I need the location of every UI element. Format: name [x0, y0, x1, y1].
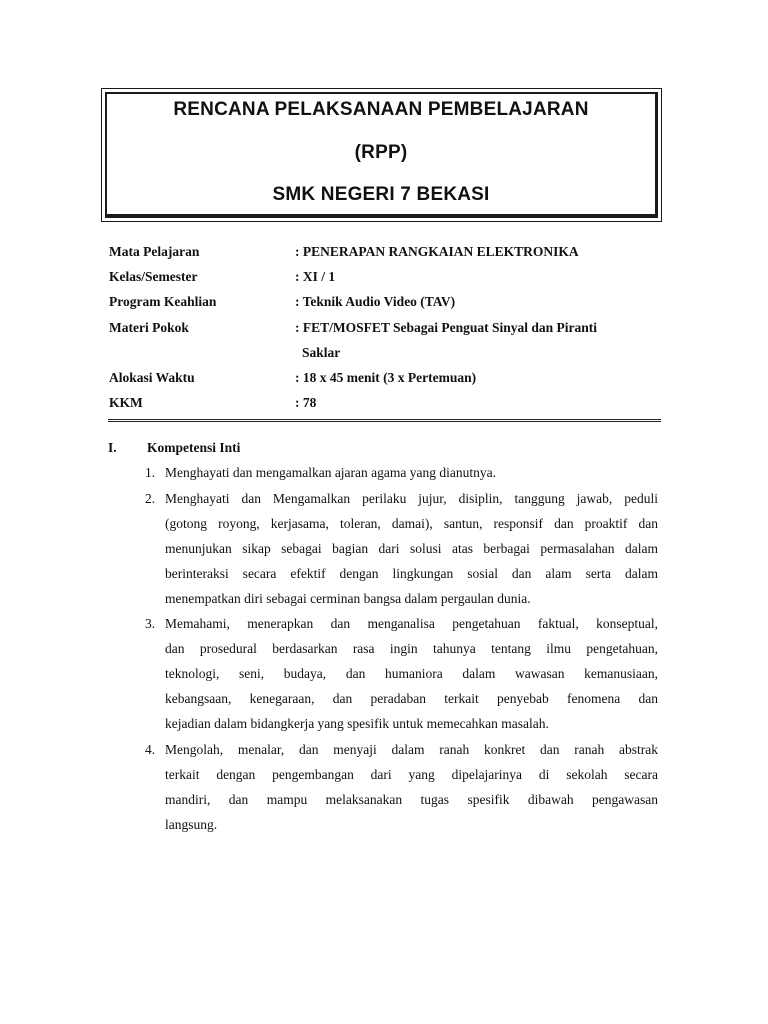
info-row-kelas-semester — [109, 269, 669, 291]
info-label: Materi Pokok — [109, 320, 189, 335]
info-value: : 18 x 45 menit (3 x Pertemuan) — [295, 370, 477, 385]
list-item-line: Menghayati dan Mengamalkan perilaku jujur, disiplin, tanggung jawab, peduli — [165, 491, 658, 506]
list-item-line: terkait dengan pengembangan dari yang dipelajarinya di sekolah secara — [165, 767, 658, 782]
info-label: KKM — [109, 395, 143, 410]
list-item-line: Memahami, menerapkan dan menganalisa pengetahuan faktual, konseptual, — [165, 616, 658, 631]
info-label: Program Keahlian — [109, 294, 217, 309]
info-value: : 78 — [295, 395, 317, 410]
list-item-number: 3. — [145, 616, 156, 631]
info-value-continuation: Saklar — [302, 345, 341, 360]
list-item-line: menunjukan sikap sebagai bagian dari solusi atas berbagai permasalahan dalam — [165, 541, 658, 556]
list-item-line: dan prosedural berdasarkan rasa ingin tahunya tentang ilmu pengetahuan, — [165, 641, 658, 656]
info-value: : PENERAPAN RANGKAIAN ELEKTRONIKA — [295, 244, 579, 259]
divider-line — [108, 419, 661, 422]
title-box-inner-border — [105, 92, 658, 218]
list-item-line: menempatkan diri sebagai cerminan bangsa dalam pergaulan dunia. — [165, 591, 531, 606]
info-row-kkm — [109, 395, 669, 417]
title-box — [101, 88, 662, 222]
info-label: Mata Pelajaran — [109, 244, 200, 259]
info-row-materi-pokok — [109, 320, 669, 342]
list-item-line: teknologi, seni, budaya, dan humaniora dalam wawasan kemanusiaan, — [165, 666, 658, 681]
list-item-number: 1. — [145, 465, 156, 480]
info-value: : XI / 1 — [295, 269, 336, 284]
document-title: RENCANA PELAKSANAAN PEMBELAJARAN — [173, 99, 589, 120]
info-row-mata-pelajaran — [109, 244, 669, 266]
document-abbrev: (RPP) — [354, 142, 408, 163]
list-item-number: 2. — [145, 491, 156, 506]
list-item-line: mandiri, dan mampu melaksanakan tugas spesifik dibawah pengawasan — [165, 792, 658, 807]
info-row-program-keahlian — [109, 294, 669, 316]
list-item-line: Menghayati dan mengamalkan ajaran agama yang dianutnya. — [165, 465, 496, 480]
school-name: SMK NEGERI 7 BEKASI — [272, 184, 490, 205]
info-row-materi-pokok-cont — [109, 345, 669, 367]
list-item-line: kejadian dalam bidangkerja yang spesifik untuk memecahkan masalah. — [165, 716, 549, 731]
section-number: I. — [108, 440, 117, 455]
info-row-alokasi-waktu — [109, 370, 669, 392]
section-title: Kompetensi Inti — [147, 440, 241, 455]
list-item-line: berinteraksi secara efektif dengan lingkungan sosial dan alam serta dalam — [165, 566, 658, 581]
list-item-line: (gotong royong, kerjasama, toleran, damai), santun, responsif dan proaktif dan — [165, 516, 658, 531]
info-label: Alokasi Waktu — [109, 370, 195, 385]
list-item-line: kebangsaan, kenegaraan, dan peradaban terkait penyebab fenomena dan — [165, 691, 658, 706]
list-item-line: Mengolah, menalar, dan menyaji dalam ranah konkret dan ranah abstrak — [165, 742, 658, 757]
list-item-number: 4. — [145, 742, 156, 757]
info-value: : FET/MOSFET Sebagai Penguat Sinyal dan Piranti — [295, 320, 598, 335]
list-item-line: langsung. — [165, 817, 218, 832]
info-label: Kelas/Semester — [109, 269, 198, 284]
info-value: : Teknik Audio Video (TAV) — [295, 294, 456, 309]
